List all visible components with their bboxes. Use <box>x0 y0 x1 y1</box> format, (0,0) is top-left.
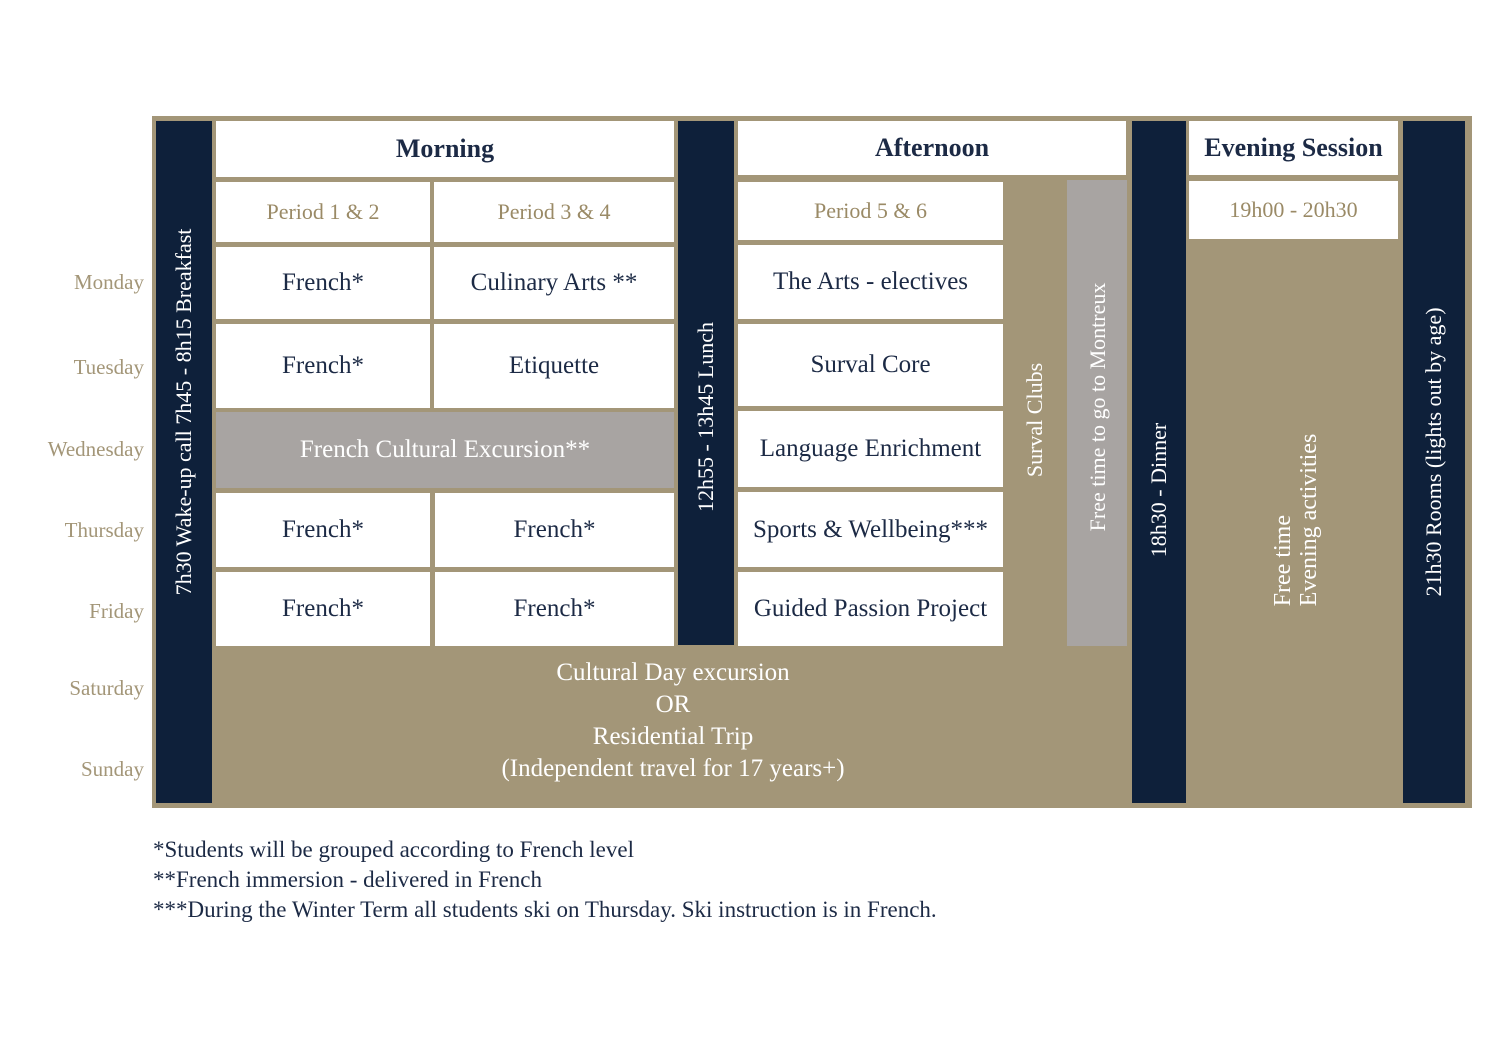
day-label-thursday: Thursday <box>64 518 144 542</box>
footnote-3: ***During the Winter Term all students ski on Thursday. Ski instruction is in French. <box>153 897 937 922</box>
friday-period-3-4: French* <box>435 572 674 646</box>
weekend-line2: OR <box>655 691 691 718</box>
morning-header: Morning <box>216 121 674 177</box>
period-3-4-header: Period 3 & 4 <box>434 182 674 242</box>
weekend-line4: (Independent travel for 17 years+) <box>501 755 845 782</box>
thursday-period-3-4: French* <box>435 493 674 567</box>
weekend-line1: Cultural Day excursion <box>556 659 790 686</box>
wednesday-morning-excursion: French Cultural Excursion** <box>216 412 674 488</box>
friday-period-5-6: Guided Passion Project <box>738 572 1003 646</box>
monday-period-3-4: Culinary Arts ** <box>434 247 674 319</box>
day-label-tuesday: Tuesday <box>73 355 144 379</box>
period-5-6-header: Period 5 & 6 <box>738 182 1003 240</box>
footnote-2: **French immersion - delivered in French <box>153 867 542 892</box>
evening-header: Evening Session <box>1189 121 1398 175</box>
wake-breakfast-label: 7h30 Wake-up call 7h45 - 8h15 Breakfast <box>171 228 196 596</box>
day-label-saturday: Saturday <box>69 676 144 700</box>
friday-period-1-2: French* <box>216 572 430 646</box>
tuesday-period-1-2: French* <box>216 324 430 408</box>
afternoon-header: Afternoon <box>738 121 1126 175</box>
tuesday-period-5-6: Surval Core <box>738 324 1003 406</box>
rooms-label: 21h30 Rooms (lights out by age) <box>1421 307 1446 597</box>
day-label-friday: Friday <box>89 599 144 623</box>
period-1-2-header: Period 1 & 2 <box>216 182 430 242</box>
weekend-line3: Residential Trip <box>592 723 754 750</box>
day-label-sunday: Sunday <box>81 757 144 781</box>
day-label-wednesday: Wednesday <box>47 437 144 461</box>
surval-clubs-label: Surval Clubs <box>1022 362 1047 478</box>
footnote-1: *Students will be grouped according to French level <box>153 837 634 862</box>
lunch-label: 12h55 - 13h45 Lunch <box>693 321 718 513</box>
evening-free-time-line2: Evening activities <box>1296 433 1322 607</box>
thursday-period-1-2: French* <box>216 493 430 567</box>
evening-free-time-line1: Free time <box>1270 515 1296 607</box>
evening-time-header: 19h00 - 20h30 <box>1189 181 1398 239</box>
day-label-monday: Monday <box>74 270 144 294</box>
thursday-period-5-6: Sports & Wellbeing*** <box>738 492 1003 567</box>
monday-period-1-2: French* <box>216 247 430 319</box>
weekend-trip-text <box>216 657 1130 785</box>
free-time-montreux-label: Free time to go to Montreux <box>1085 282 1110 532</box>
evening-free-time-label <box>1270 434 1322 607</box>
wednesday-period-5-6: Language Enrichment <box>738 411 1003 487</box>
tuesday-period-3-4: Etiquette <box>434 324 674 408</box>
monday-period-5-6: The Arts - electives <box>738 245 1003 319</box>
dinner-label: 18h30 - Dinner <box>1146 422 1171 558</box>
